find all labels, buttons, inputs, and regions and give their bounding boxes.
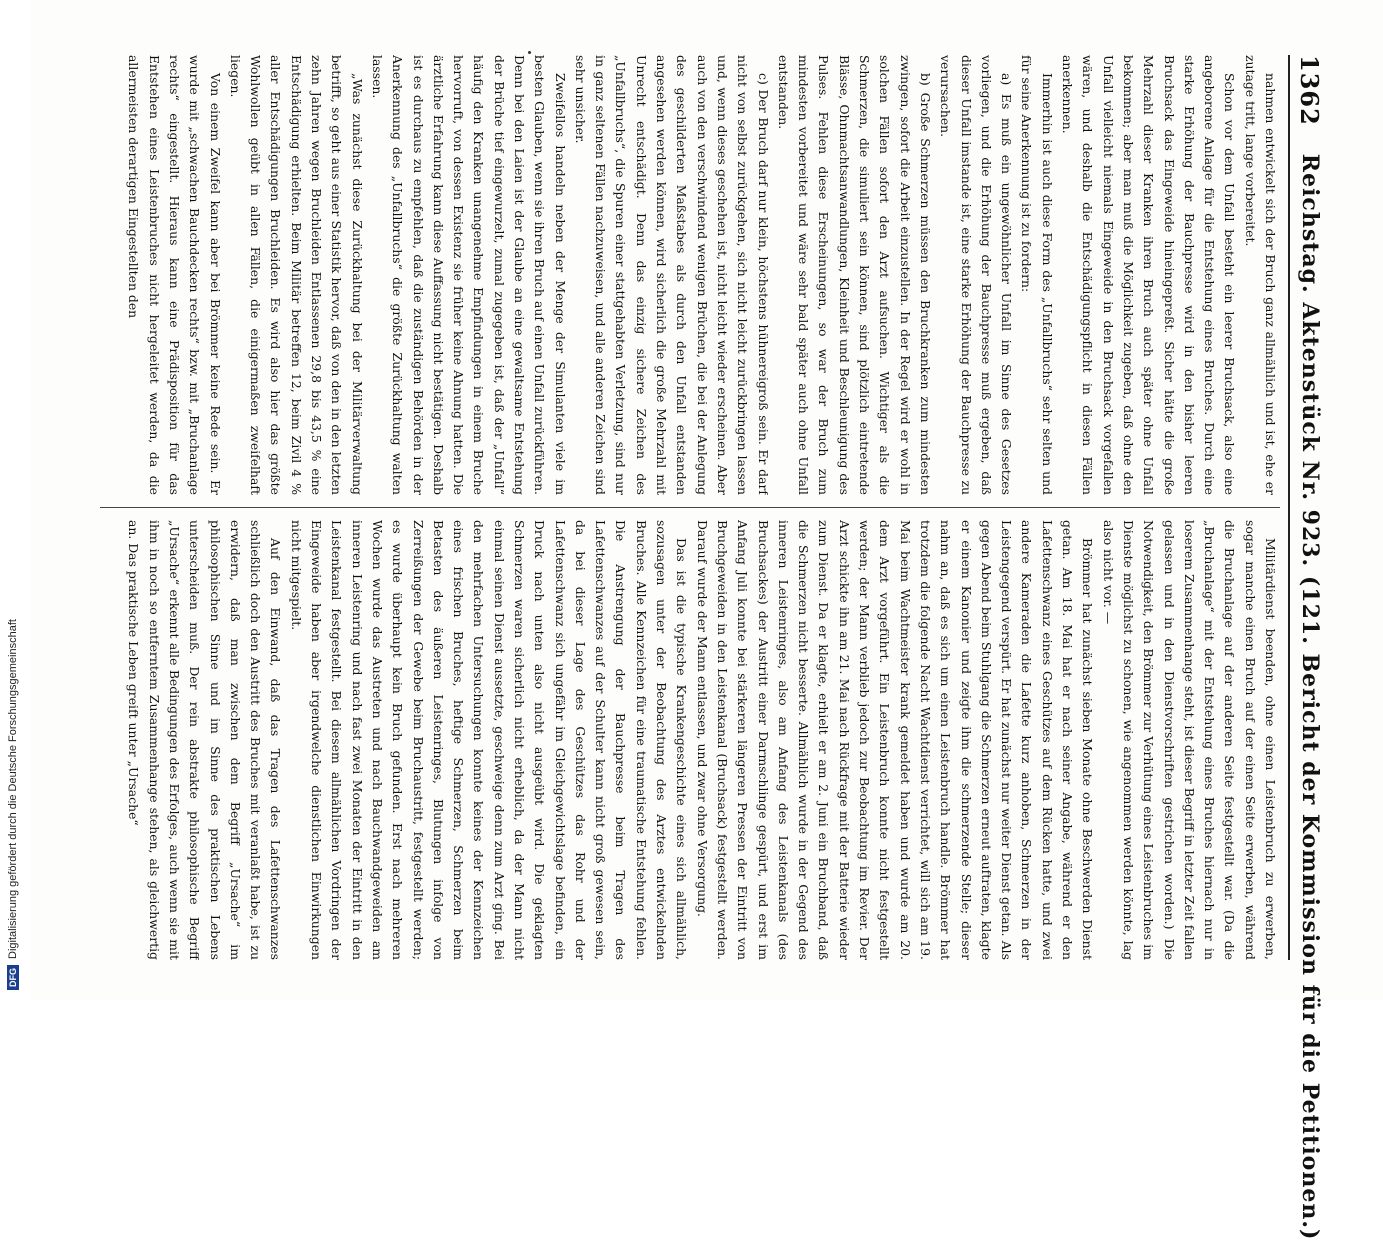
paragraph: b) Große Schmerzen müssen den Bruchkranken zum mindesten zwingen, sofort die Arbeit einzustellen. In der Regel wird er wohl in solchen Fällen sofort den Arzt aufsuchen. Wichtiger als die Schmerzen, die simuliert sein können, sind plötzlich eintretende Blässe, Ohnmachtsanwandlungen, Kleinheit und Beschleunigung des Pulses. Fehlen diese Erscheinungen, so war der Bruch zum mindesten vorbereitet und wäre sehr bald später auch ohne Unfall entstanden. bbox=[775, 55, 933, 495]
scanned-page bbox=[30, 0, 1383, 1240]
funding-credit-text: Digitalisierung gefördert durch die Deutsche Forschungsgemeinschaft bbox=[7, 619, 19, 959]
text-column-right bbox=[100, 520, 1280, 960]
running-title: Reichstag. Aktenstück Nr. 923. (121. Bericht der Kommission für die Petitionen.) bbox=[1297, 153, 1323, 1240]
paragraph: Zweifellos handeln neben der Menge der Simulanten viele im besten Glauben, wenn sie ihren Bruch auf einen Unfall zurückführen. Denn bei den Laien ist der Glaube an eine gewaltsame Entstehung der Brüche tief eingewurzelt, zumal zugegeben ist, daß der „Unfall“ häufig den Kranken unangenehme Empfindungen in einem Bruche hervorruft, von dessen Existenz sie früher keine Ahnung hatten. Die ärztliche Erfahrung kann diese Auffassung nicht bestätigen. Deshalb ist es durchaus zu empfehlen, daß die zuständigen Behörden in der Anerkennung des „Unfallbruchs“ die größte Zurückhaltung walten lassen. bbox=[369, 55, 568, 495]
paragraph: c) Der Bruch darf nur klein, höchstens hühnereigroß sein. Er darf nicht von selbst zurückgehen, sich nicht leicht zurückbringen lassen und, wenn dieses geschehen ist, nicht leicht wieder erscheinen. Aber auch von den verschwindend wenigen Brüchen, die bei der Anlegung des geschilderten Maßstabes als durch den Unfall entstanden angesehen werden können, wird sicherlich die große Mehrzahl mit Unrecht entschädigt. Denn das einzig sichere Zeichen des „Unfallbruchs“, die Spuren einer stattgehabten Verletzung, sind nur in ganz seltenen Fällen nachzuweisen, und alle anderen Zeichen sind sehr unsicher. bbox=[572, 55, 771, 495]
paragraph: „Was zunächst diese Zurückhaltung bei der Militärverwaltung betrifft, so geht aus einer Statistik hervor, daß von den in den letzten zehn Jahren wegen Bruchleiden Entlassenen 29,8 bis 43,5 % eine Entschädigung erhielten. Beim Militär betreffen 12, beim Zivil 4 % aller Entschädigungen Bruchleiden. Es wird also hier das größte Wohlwollen geübt in allen Fällen, die einigermaßen zweifelhaft liegen. bbox=[227, 55, 365, 495]
paragraph: a) Es muß ein ungewöhnlicher Unfall im Sinne des Gesetzes vorliegen, und die Erhöhung der Bauchpresse muß ergeben, daß dieser Unfall imstande ist, eine starke Erhöhung der Bauchpresse zu verursachen. bbox=[938, 55, 1015, 495]
funding-credit bbox=[4, 30, 22, 990]
column-divider bbox=[100, 507, 1280, 508]
page-body bbox=[90, 55, 1330, 1240]
text-column-left bbox=[100, 55, 1280, 495]
scan-speck bbox=[528, 51, 531, 54]
paragraph: Militärdienst beenden, ohne einen Leistenbruch zu erwerben, sogar manche einen Bruch auf der einen Seite erwerben, während die Bruchanlage auf der anderen Seite festgestellt war. (Da die „Bruchanlage“ mit der Entstehung eines Bruches hiernach nur in loserem Zusammenhange steht, ist dieser Begriff in letzter Zeit fallen gelassen und in den Dienstvorschriften gestrichen worden.) Die Notwendigkeit, den Brömmer zur Verhütung eines Leistenbruches im Dienste möglichst zu schonen, wie angenommen werden könnte, lag also nicht vor. — bbox=[1100, 520, 1278, 960]
paragraph: nahmen entwickelt sich der Bruch ganz allmählich und ist, ehe er zutage tritt, lange vorbereitet. bbox=[1242, 55, 1278, 495]
page-number: 1362 bbox=[1295, 55, 1325, 126]
paragraph: Schon vor dem Unfall besteht ein leerer Bruchsack, also eine angeborene Anlage für die Entstehung eines Bruches. Durch eine starke Erhöhung der Bauchpresse wird in den bisher leeren Bruchsack das Eingeweide hineingepreßt. Sicher hätte die große Mehrzahl dieser Kranken ihren Bruch auch später ohne Unfall bekommen; aber man muß die Möglichkeit zugeben, daß ohne den Unfall vielleicht niemals Eingeweide in den Bruchsack vorgefallen wären, und deshalb die Entschädigungspflicht in diesen Fällen anerkennen. bbox=[1060, 55, 1238, 495]
paragraph: Auf den Einwand, daß das Tragen des Lafettenschwanzes schließlich doch den Austritt des Bruches mit veranlaßt habe, ist zu erwidern, daß man zwischen dem Begriff „Ursache“ im philosophischen Sinne und im Sinne des praktischen Lebens unterscheiden muß. Der rein abstrakte philosophische Begriff „Ursache“ erkennt alle Bedingungen des Erfolges, auch wenn sie mit ihm in noch so entferntem Zusammenhange stehen, als gleichwertig an. Das praktische Leben greift unter „Ursache“ bbox=[126, 520, 284, 960]
paragraph: Brömmer hat zunächst sieben Monate ohne Beschwerden Dienst getan. Am 18. Mai hat er nach seiner Angabe, während er den Lafettenschwanz eines Geschützes auf dem Rücken hatte, und zwei andere Kameraden die Lafette kurz anhoben, Schmerzen in der Leistengegend verspürt. Er hat zunächst nur weiter Dienst getan. Als gegen Abend beim Stuhlgang die Schmerzen erneut auftraten, klagte er einem Kanonier und zeigte ihm die schmerzende Stelle; dieser nahm an, daß es sich um einen Leistenbruch handle. Brömmer hat trotzdem die folgende Nacht Wachtdienst verrichtet, will sich am 19. Mai beim Wachtmeister krank gemeldet haben und wurde am 20. dem Arzt vorgeführt. Ein Leistenbruch konnte nicht festgestellt werden; der Mann verblieb jedoch zur Beobachtung im Revier. Der Arzt schickte ihn am 21. Mai nach Rückfrage mit der Batterie wieder zum Dienst. Da er klagte, erhielt er am 2. Juni ein Bruchband, daß die Schmerzen nicht besserte. Allmählich wurde in der Gegend des inneren Leistenringes, also am Anfang des Leistenkanals (des Bruchsackes) der Austritt einer Darmschlinge gespürt, und erst im Anfang Juli konnte bei stärkeren längeren Pressen der Eintritt von Bruchgeweiden in den Leistenkanal (Bruchsack) festgestellt werden. Darauf wurde der Mann entlassen, und zwar ohne Versorgung. bbox=[694, 520, 1096, 960]
credit-strip bbox=[0, 0, 26, 1000]
paragraph: Von einem Zweifel kann aber bei Brömmer keine Rede sein. Er wurde mit „schwachen Bauchdecken rechts“ bzw. mit „Bruchanlage rechts“ eingestellt. Hieraus kann eine Prädisposition für das Entstehen eines Leistenbruches nicht hergeleitet werden, da die allermeisten derartigen Eingestellten den bbox=[126, 55, 223, 495]
dfg-logo: DFG bbox=[7, 965, 19, 990]
running-header bbox=[1288, 55, 1330, 1240]
paragraph: Das ist die typische Krankengeschichte eines sich allmählich, sozusagen unter der Beobachtung des Arztes entwickelnden Bruches. Alle Kennzeichen für eine traumatische Entstehung fehlen. Die Anstrengung der Bauchpresse beim Tragen des Lafettenschwanzes auf der Schulter kann nicht groß gewesen sein, da bei dieser Lage des Geschützes das Rohr und der Lafettenschwanz sich ungefähr im Gleichgewichtslage befinden, ein Druck nach unten also nicht ausgeübt wird. Die geklagten Schmerzen waren sicherlich nicht erheblich, da der Mann nicht einmal seinen Dienst aussetzte, geschweige denn zum Arzt ging. Bei den mehrfachen Untersuchungen konnte keines der Kennzeichen eines frischen Bruches, heftige Schmerzen, Schmerzen beim Betasten des äußeren Leistenringes, Blutungen infolge von Zerreißungen der Gewebe beim Bruchaustritt, festgestellt werden; es wurde überhaupt kein Bruch gefunden. Erst nach mehreren Wochen wurde das Austreten und nach Bauchwandgeweiden am inneren Leistenring und nach fast zwei Monaten der Eintritt in den Leistenkanal festgestellt. Bei diesem allmählichen Vordringen der Eingeweide haben aber irgendwelche dienstlichen Einwirkungen nicht mitgespielt. bbox=[288, 520, 690, 960]
paragraph: Immerhin ist auch diese Form des „Unfallbruchs“ sehr selten und für seine Anerkennung ist zu fordern: bbox=[1019, 55, 1055, 495]
